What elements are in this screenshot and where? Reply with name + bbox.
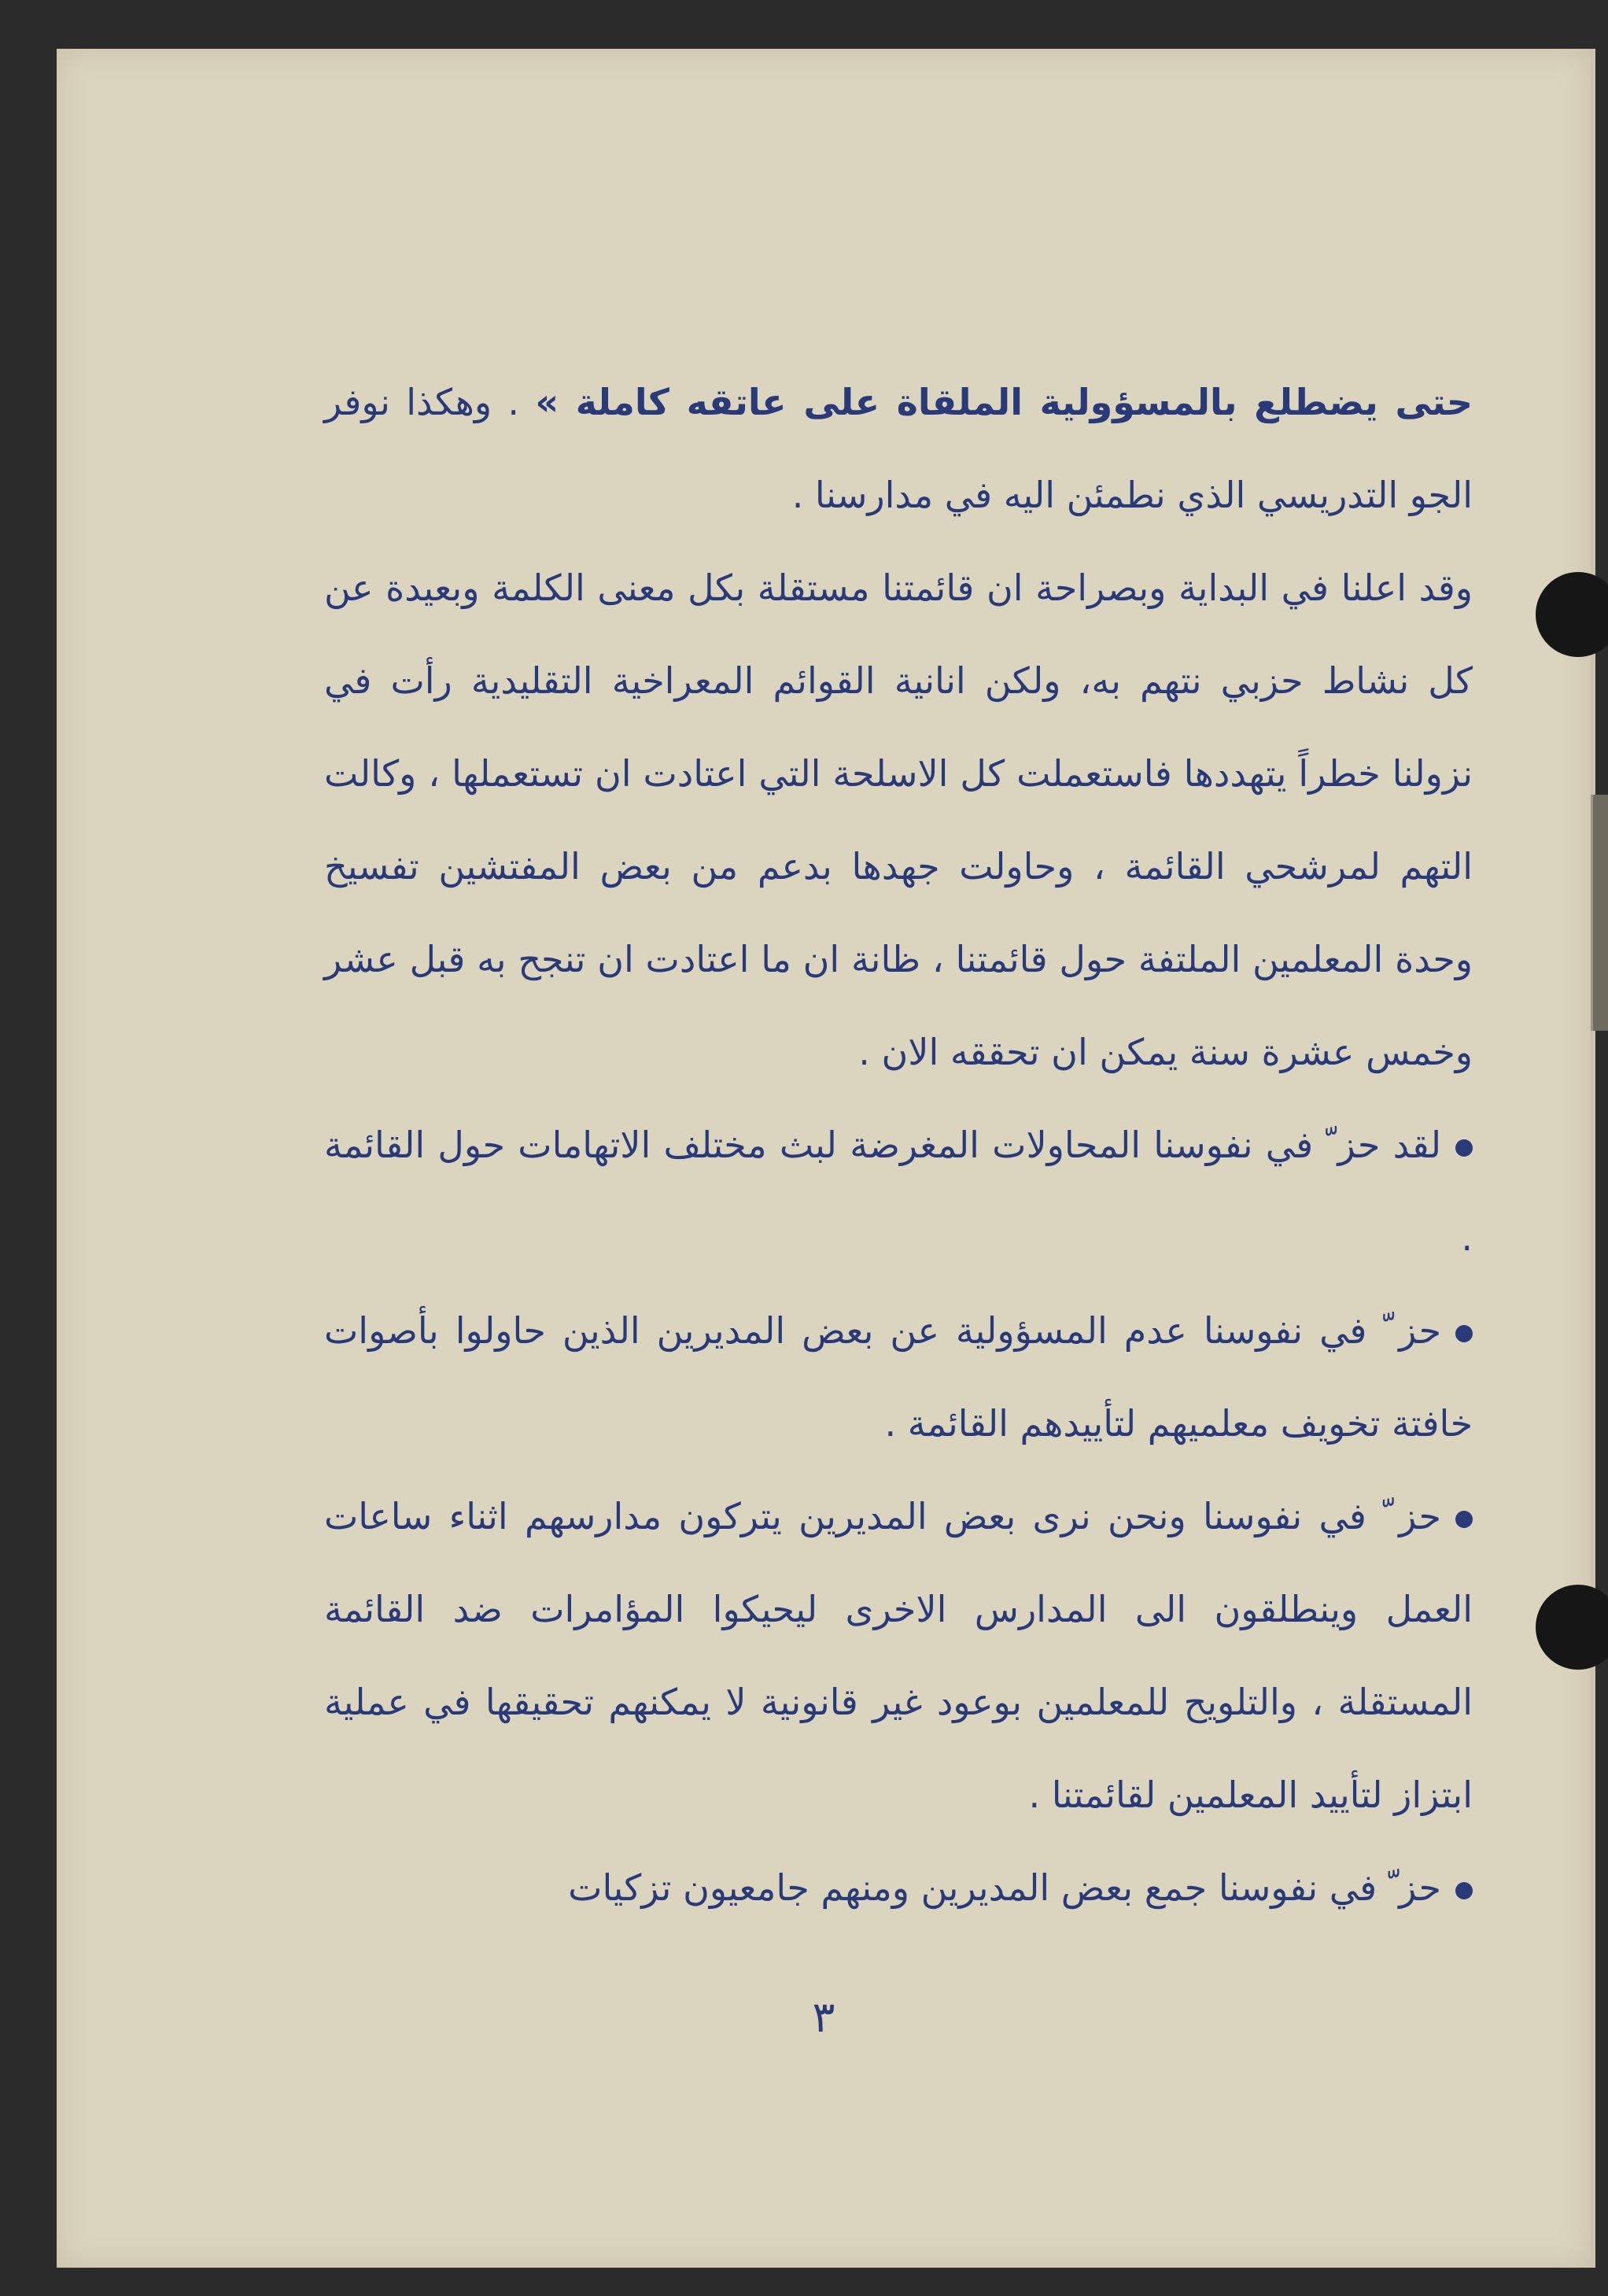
paragraph-2: وقد اعلنا في البداية وبصراحة ان قائمتنا مستقلة بكل معنى الكلمة وبعيدة عن كل نشاط حزبي نتهم به، ولكن انانية القوائم المعراخية التقليدية رأت في نزولنا خطراً يتهددها فاستعملت كل الاسلحة التي اعتادت ان تستعملها ، وكالت التهم لمرشحي القائمة ، وحاولت جهدها بدعم من بعض المفتشين تفسيخ وحدة المعلمين الملتفة حول قائمتنا ، ظانة ان ما اعتادت ان تنجح به قبل عشر وخمس عشرة سنة يمكن ان تحققه الان . xyxy=(324,567,1473,1073)
bullet-text-3: حز ّ في نفوسنا ونحن نرى بعض المديرين يتركون مدارسهم اثناء ساعات العمل وينطلقون الى المدارس الاخرى ليحيكوا المؤامرات ضد القائمة المستقلة ، والتلويح للمعلمين بوعود غير قانونية لا يمكنهم تحقيقها في عملية ابتزاز لتأييد المعلمين لقائمتنا . xyxy=(324,1495,1473,1816)
bullet-dot-icon xyxy=(1455,1325,1473,1342)
paragraph-1-bold: حتى يضطلع بالمسؤولية الملقاة على عاتقه كاملة » xyxy=(535,381,1473,423)
document-page xyxy=(57,49,1595,2268)
paragraph-1-rest: . وهكذا نوفر الجو التدريسي الذي نطمئن اليه في مدارسنا . xyxy=(324,381,1473,516)
punch-hole-bottom xyxy=(1536,1585,1608,1670)
bullet-text-2: حز ّ في نفوسنا عدم المسؤولية عن بعض المديرين الذين حاولوا بأصوات خافتة تخويف معلميهم لتأييدهم القائمة . xyxy=(324,1309,1473,1445)
bullet-dot-icon xyxy=(1455,1511,1473,1528)
bullet-item-4 xyxy=(324,1841,1473,1934)
paragraph-1 xyxy=(324,356,1473,541)
body-text xyxy=(324,356,1473,1934)
bullet-dot-icon xyxy=(1455,1882,1473,1899)
bullet-text-1: لقد حز ّ في نفوسنا المحاولات المغرضة لبث مختلف الاتهامات حول القائمة . xyxy=(324,1124,1473,1259)
page-number: ٣ xyxy=(812,1992,835,2042)
bullet-dot-icon xyxy=(1455,1139,1473,1157)
bullet-item-1 xyxy=(324,1098,1473,1284)
punch-hole-top xyxy=(1536,572,1608,657)
binding-clip xyxy=(1591,795,1608,1031)
bullet-text-4: حز ّ في نفوسنا جمع بعض المديرين ومنهم جامعيون تزكيات xyxy=(568,1866,1441,1909)
bullet-item-2 xyxy=(324,1284,1473,1470)
bullet-item-3 xyxy=(324,1470,1473,1841)
